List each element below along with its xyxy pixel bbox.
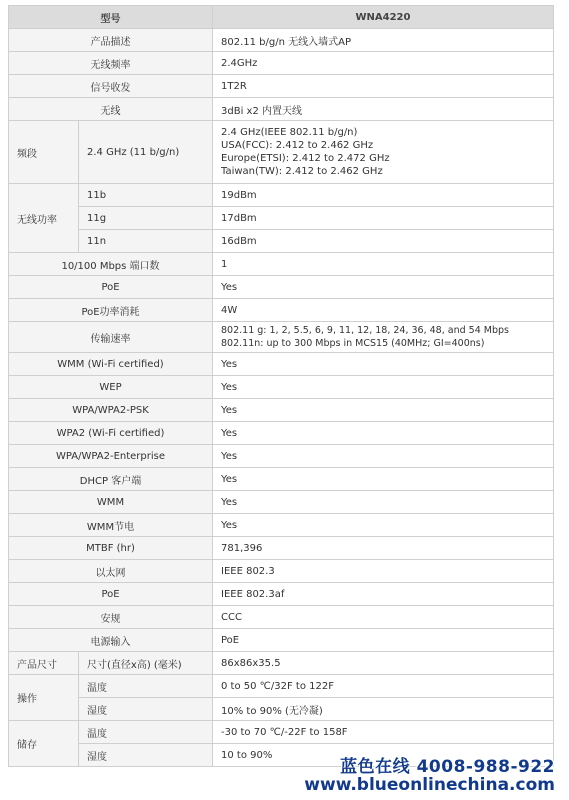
table-row <box>9 207 554 230</box>
table-row <box>9 75 554 98</box>
row-value: IEEE 802.3 <box>213 560 554 583</box>
row-label: MTBF (hr) <box>9 537 213 560</box>
row-label: 以太网 <box>9 560 213 583</box>
table-row <box>9 698 554 721</box>
table-row <box>9 468 554 491</box>
row-label: WMM (Wi-Fi certified) <box>9 353 213 376</box>
row-value: Yes <box>213 491 554 514</box>
row-label: 产品描述 <box>9 29 213 52</box>
row-value: 16dBm <box>213 230 554 253</box>
table-row <box>9 353 554 376</box>
row-value: 1T2R <box>213 75 554 98</box>
table-row <box>9 629 554 652</box>
group-label: 产品尺寸 <box>9 652 79 675</box>
row-label: PoE <box>9 276 213 299</box>
table-row <box>9 583 554 606</box>
table-row <box>9 29 554 52</box>
group-label: 储存 <box>9 721 79 767</box>
row-value: 17dBm <box>213 207 554 230</box>
row-value: 10 to 90% <box>213 744 554 767</box>
table-row <box>9 299 554 322</box>
row-value: 86x86x35.5 <box>213 652 554 675</box>
text-line: 2.4 GHz(IEEE 802.11 b/g/n) <box>221 127 358 138</box>
group-label: 操作 <box>9 675 79 721</box>
row-label: WPA2 (Wi-Fi certified) <box>9 422 213 445</box>
table-row <box>9 491 554 514</box>
sub-label: 11b <box>79 184 213 207</box>
row-label: WMM <box>9 491 213 514</box>
table-row <box>9 52 554 75</box>
sub-label: 湿度 <box>79 744 213 767</box>
row-value: Yes <box>213 399 554 422</box>
row-label: WEP <box>9 376 213 399</box>
row-value: Yes <box>213 422 554 445</box>
table-row <box>9 399 554 422</box>
row-value: Yes <box>213 468 554 491</box>
table-row <box>9 606 554 629</box>
row-value: Yes <box>213 353 554 376</box>
sub-label: 温度 <box>79 721 213 744</box>
row-value: PoE <box>213 629 554 652</box>
row-label: PoE功率消耗 <box>9 299 213 322</box>
spec-table <box>8 5 554 767</box>
sub-label: 11g <box>79 207 213 230</box>
row-value: 781,396 <box>213 537 554 560</box>
row-label: 无线 <box>9 98 213 121</box>
row-value: 19dBm <box>213 184 554 207</box>
table-row <box>9 652 554 675</box>
sub-label: 2.4 GHz (11 b/g/n) <box>79 121 213 184</box>
table-row <box>9 675 554 698</box>
row-value: 802.11 b/g/n 无线入墙式AP <box>213 29 554 52</box>
group-label: 无线功率 <box>9 184 79 253</box>
row-label: PoE <box>9 583 213 606</box>
header-model-value: WNA4220 <box>213 6 554 29</box>
row-label: 10/100 Mbps 端口数 <box>9 253 213 276</box>
row-label: 电源输入 <box>9 629 213 652</box>
row-label: 安规 <box>9 606 213 629</box>
row-label: 信号收发 <box>9 75 213 98</box>
row-value: 1 <box>213 253 554 276</box>
table-row <box>9 230 554 253</box>
text-line: Europe(ETSI): 2.412 to 2.472 GHz <box>221 153 390 164</box>
table-row <box>9 537 554 560</box>
text-line: USA(FCC): 2.412 to 2.462 GHz <box>221 140 374 151</box>
table-row <box>9 376 554 399</box>
table-row <box>9 445 554 468</box>
row-value: IEEE 802.3af <box>213 583 554 606</box>
row-value: 4W <box>213 299 554 322</box>
sub-label: 11n <box>79 230 213 253</box>
table-row <box>9 184 554 207</box>
row-value: 0 to 50 ℃/32F to 122F <box>213 675 554 698</box>
row-label: DHCP 客户端 <box>9 468 213 491</box>
row-value: Yes <box>213 445 554 468</box>
watermark-url: www.blueonlinechina.com <box>304 775 555 795</box>
table-row <box>9 121 554 184</box>
row-value: Yes <box>213 514 554 537</box>
row-value-multiline <box>213 121 554 184</box>
sub-label: 湿度 <box>79 698 213 721</box>
text-line: 802.11 g: 1, 2, 5.5, 6, 9, 11, 12, 18, 24, 36, 48, and 54 Mbps <box>221 325 509 336</box>
group-label: 频段 <box>9 121 79 184</box>
text-line: Taiwan(TW): 2.412 to 2.462 GHz <box>221 166 383 177</box>
row-label: WMM节电 <box>9 514 213 537</box>
text-line: 802.11n: up to 300 Mbps in MCS15 (40MHz; GI=400ns) <box>221 338 485 349</box>
row-value: 2.4GHz <box>213 52 554 75</box>
table-row <box>9 98 554 121</box>
sub-label: 尺寸(直径x高) (毫米) <box>79 652 213 675</box>
row-label: WPA/WPA2-PSK <box>9 399 213 422</box>
row-value: Yes <box>213 276 554 299</box>
row-value: CCC <box>213 606 554 629</box>
table-header-row <box>9 6 554 29</box>
row-label: 无线频率 <box>9 52 213 75</box>
watermark-phone: 蓝色在线 4008-988-922 <box>340 757 555 777</box>
row-value: 3dBi x2 内置天线 <box>213 98 554 121</box>
table-row <box>9 560 554 583</box>
row-value: -30 to 70 ℃/-22F to 158F <box>213 721 554 744</box>
table-row <box>9 514 554 537</box>
table-row <box>9 422 554 445</box>
row-value: Yes <box>213 376 554 399</box>
table-row <box>9 721 554 744</box>
header-model-label: 型号 <box>9 6 213 29</box>
table-row <box>9 253 554 276</box>
table-row <box>9 276 554 299</box>
row-value-multiline <box>213 322 554 353</box>
table-row <box>9 322 554 353</box>
sub-label: 温度 <box>79 675 213 698</box>
row-label: WPA/WPA2-Enterprise <box>9 445 213 468</box>
row-value: 10% to 90% (无冷凝) <box>213 698 554 721</box>
row-label: 传输速率 <box>9 322 213 353</box>
